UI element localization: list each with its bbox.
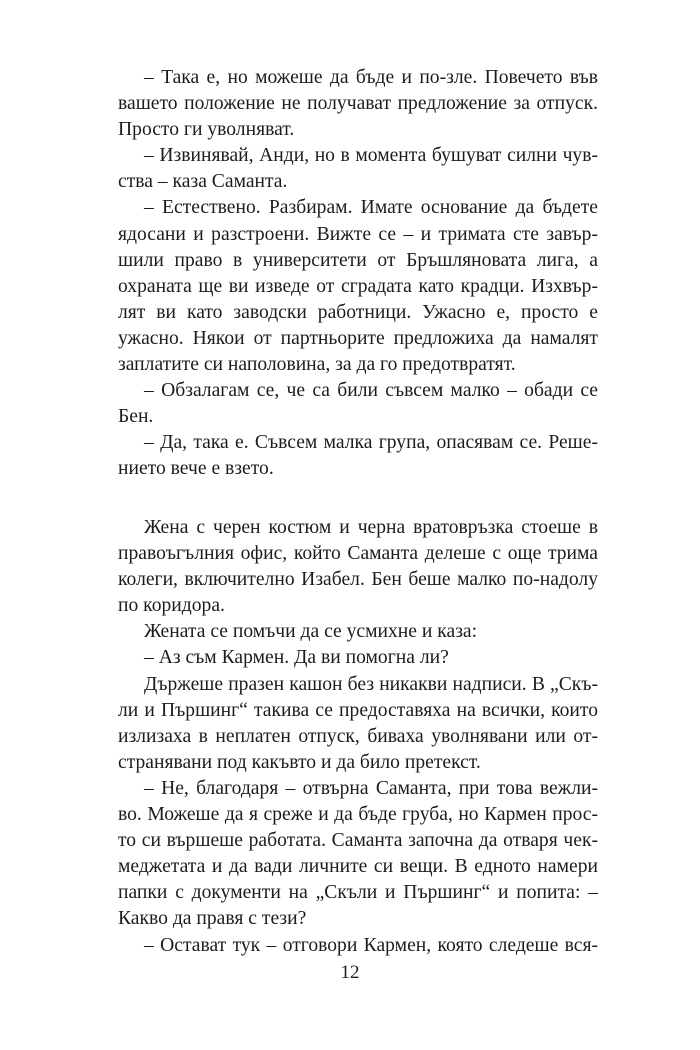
text-line: излизаха в неплатен отпуск, биваха уволнявани или от- xyxy=(118,725,598,747)
text-line: – Извинявай, Анди, но в момента бушуват силни чув- xyxy=(144,145,598,167)
text-line: по коридора. xyxy=(118,595,225,617)
text-line: колеги, включително Изабел. Бен беше малко по-надолу xyxy=(118,569,598,591)
text-line: правоъгълния офис, който Саманта делеше с още трима xyxy=(118,543,598,565)
text-line: – Така е, но можеше да бъде и по-зле. Повечето във xyxy=(144,67,598,88)
text-line: – Аз съм Кармен. Да ви помогна ли? xyxy=(144,647,449,669)
text-block-scene xyxy=(118,515,598,959)
text-line: – Естествено. Разбирам. Имате основание да бъдете xyxy=(144,197,598,219)
text-line: – Обзалагам се, че са били съвсем малко – обади се xyxy=(144,380,598,402)
text-line: вашето положение не получават предложение за отпуск. xyxy=(118,93,598,115)
text-line: – Не, благодаря – отвърна Саманта, при това вежли- xyxy=(144,777,598,799)
text-line: шили право в университети от Бръшляновата лига, а xyxy=(118,249,598,271)
text-line: – Да, така е. Съвсем малка група, опасявам се. Реше- xyxy=(144,432,598,454)
text-line: охраната ще ви изведе от сградата като крадци. Изхвър- xyxy=(118,275,598,297)
text-line: то си вършеше работата. Саманта започна да отваря чек- xyxy=(118,830,598,852)
text-line: Какво да правя с тези? xyxy=(118,908,307,930)
text-line: странявани под какъвто и да било претекст. xyxy=(118,751,481,773)
text-line: во. Можеше да я среже и да бъде груба, но Кармен прос- xyxy=(118,804,598,826)
page-number: 12 xyxy=(340,962,360,983)
text-line: Държеше празен кашон без никакви надписи. В „Скъ- xyxy=(144,673,598,695)
text-line: Жената се помъчи да се усмихне и каза: xyxy=(144,621,478,643)
text-line: Просто ги уволняват. xyxy=(118,119,295,141)
text-line: ли и Пършинг“ такива се предоставяха на всички, които xyxy=(118,699,598,721)
text-line: Жена с черен костюм и черна вратовръзка стоеше в xyxy=(144,517,598,538)
text-line: – Остават тук – отговори Кармен, която следеше вся- xyxy=(144,934,598,956)
text-line: ужасно. Някои от партньорите предложиха да намалят xyxy=(118,327,598,349)
text-line: заплатите си наполовина, за да го предотвратят. xyxy=(118,354,516,376)
text-line: Бен. xyxy=(118,406,154,428)
text-line: папки с документи на „Скъли и Пършинг“ и попита: – xyxy=(118,882,598,904)
text-line: ства – каза Саманта. xyxy=(118,171,288,193)
text-line: меджетата и да вади личните си вещи. В едното намери xyxy=(118,856,598,878)
text-line: ядосани и разстроени. Вижте се – и тримата сте завър- xyxy=(118,223,598,245)
text-line: нието вече е взето. xyxy=(118,458,274,480)
text-line: лят ви като заводски работници. Ужасно е, просто е xyxy=(118,301,598,323)
text-block-dialogue xyxy=(118,65,598,483)
